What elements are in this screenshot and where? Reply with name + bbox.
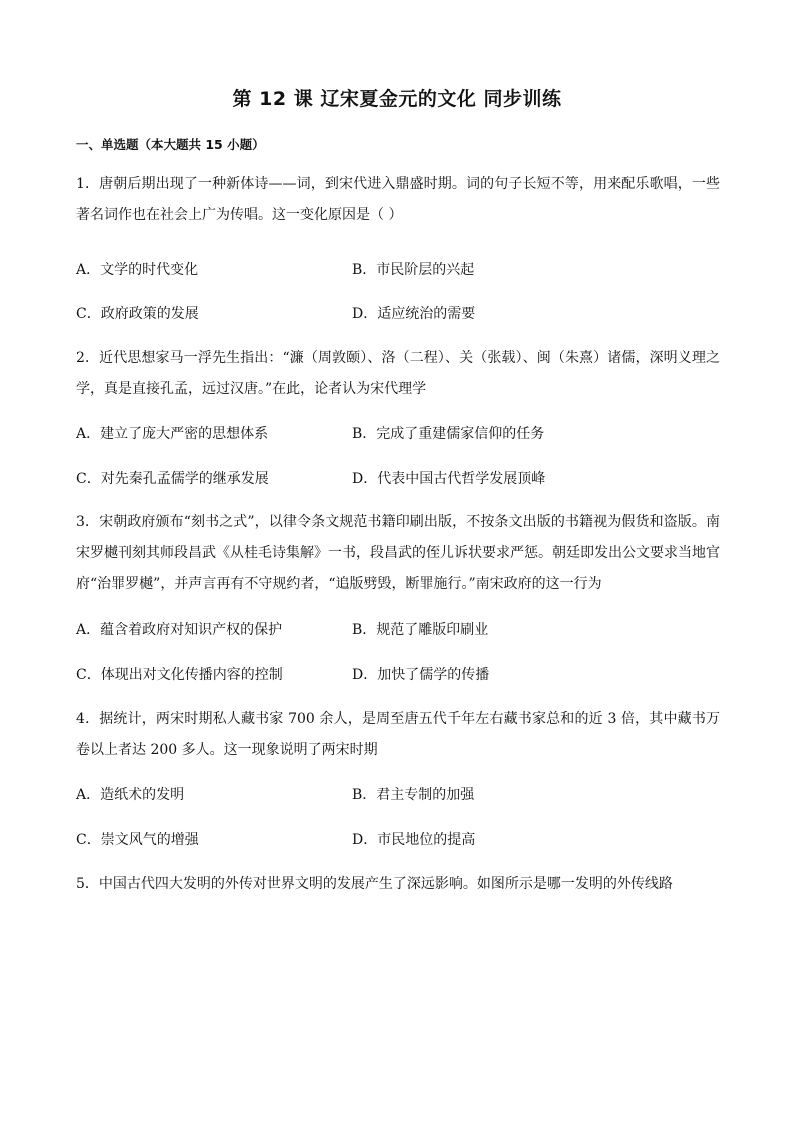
question-3-option-d: D．加快了儒学的传播 [352, 667, 490, 683]
question-1-option-d: D．适应统治的需要 [352, 306, 476, 322]
page-title: 第 12 课 辽宋夏金元的文化 同步训练 [232, 88, 562, 110]
question-1-option-b: B．市民阶层的兴起 [352, 262, 475, 278]
question-3-option-b: B．规范了雕版印刷业 [352, 622, 489, 638]
question-4-option-d: D．市民地位的提高 [352, 832, 476, 848]
question-2-option-c: C．对先秦孔孟儒学的继承发展 [76, 471, 269, 487]
question-2-option-d: D．代表中国古代哲学发展顶峰 [352, 471, 546, 487]
question-1-option-c: C．政府政策的发展 [76, 306, 199, 322]
question-4-option-b: B．君主专制的加强 [352, 787, 475, 803]
question-3-option-a: A．蕴含着政府对知识产权的保护 [76, 622, 283, 638]
question-2-option-a: A．建立了庞大严密的思想体系 [76, 426, 269, 442]
question-4-option-c: C．崇文风气的增强 [76, 832, 199, 848]
question-4-stem: 4．据统计，两宋时期私人藏书家 700 余人，是周至唐五代千年左右藏书家总和的近 3 倍，其中藏书万卷以上者达 200 多人。这一现象说明了两宋时期 [76, 711, 720, 758]
question-5-stem: 5．中国古代四大发明的外传对世界文明的发展产生了深远影响。如图所示是哪一发明的外传线路 [76, 876, 673, 892]
question-4-option-a: A．造纸术的发明 [76, 787, 185, 803]
question-1-option-a: A．文学的时代变化 [76, 262, 199, 278]
question-3-option-c: C．体现出对文化传播内容的控制 [76, 667, 283, 683]
section-heading: 一、单选题（本大题共 15 小题） [76, 137, 265, 152]
question-1-stem: 1．唐朝后期出现了一种新体诗——词，到宋代进入鼎盛时期。词的句子长短不等，用来配乐歌唱，一些著名词作也在社会上广为传唱。这一变化原因是（ ） [76, 176, 720, 223]
question-3-stem: 3．宋朝政府颁布“刻书之式”，以律令条文规范书籍印刷出版，不按条文出版的书籍视为假货和盗版。南宋罗樾刊刻其师段昌武《从桂毛诗集解》一书，段昌武的侄儿诉状要求严惩。朝廷即发出公文要求当地官府“治罪罗樾”，并声言再有不守规约者，“追版劈毁，断罪施行。”南宋政府的这一行为 [76, 514, 720, 592]
question-2-option-b: B．完成了重建儒家信仰的任务 [352, 426, 545, 442]
question-2-stem: 2．近代思想家马一浮先生指出：“濂（周敦颐）、洛（二程）、关（张载）、闽（朱熹）诸儒，深明义理之学，真是直接孔孟，远过汉唐。”在此，论者认为宋代理学 [76, 350, 720, 397]
